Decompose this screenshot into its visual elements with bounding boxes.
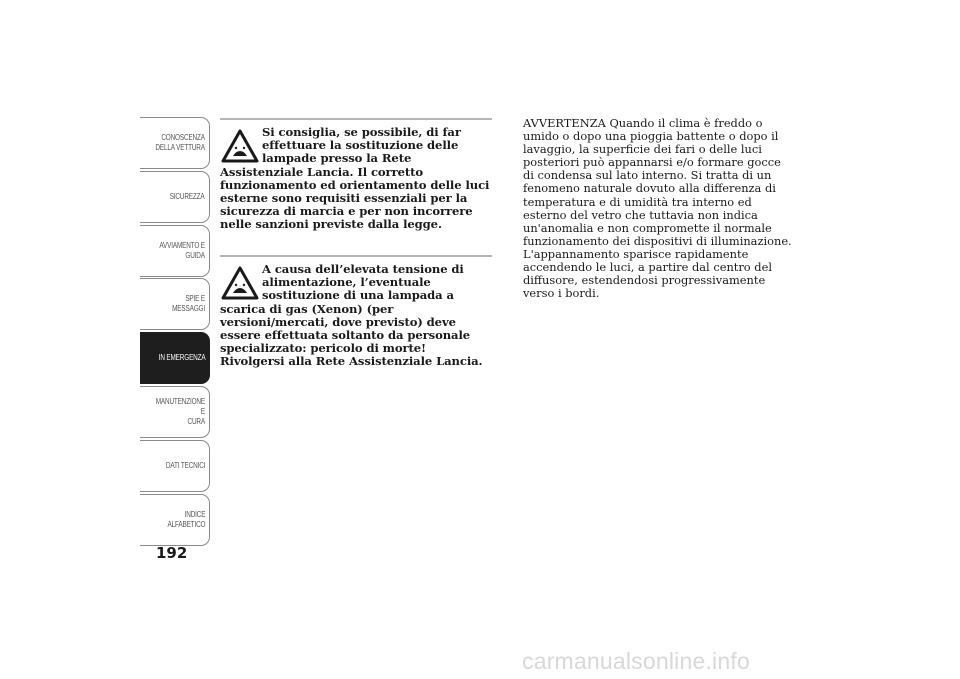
tab-manutenzione-e-cura[interactable] [140,386,210,438]
tab-label: IN EMERGENZA [158,353,205,363]
warning-box [220,255,492,369]
tab-label: AVVIAMENTO E GUIDA [159,240,205,260]
tab-label: SICUREZZA [170,191,205,201]
tab-label: DATI TECNICI [165,460,205,470]
warning-text: Si consiglia, se possibile, di far effettuare la sostituzione delle lampade presso la Rete Assistenziale Lancia. Il corretto funzionamento ed orientamento delle luci esterne sono requisiti essenziali per la sicurezza di marcia e per non incorrere nelle sanzioni previste dalla legge. [220,125,490,232]
divider [220,118,492,120]
warning-box [220,118,492,232]
page-number: 192 [156,544,188,562]
tab-dati-tecnici[interactable] [140,440,210,492]
tab-label: MANUTENZIONE E CURA [155,396,205,426]
divider [220,255,492,257]
warning-triangle-icon [220,127,260,165]
watermark: carmanualsonline.info [522,648,750,674]
note-paragraph: AVVERTENZA Quando il clima è freddo o umido o dopo una pioggia battente o dopo il lavaggio, la superficie dei fari o delle luci posteriori può appannarsi e/o formare gocce di condensa sul lato interno. Si tratta di un fenomeno naturale dovuto alla differenza di temperatura e di umidità tra interno ed esterno del vetro che tuttavia non indica un'anomalia e non compromette il normale funzionamento dei dispositivi di illuminazione. L'appannamento sparisce rapidamente accendendo le luci, a partire dal centro del diffusore, estendendosi progressivamente verso i bordi. [523,116,792,301]
warning-text: A causa dell’elevata tensione di alimentazione, l’eventuale sostituzione di una lampada a scarica di gas (Xenon) (per versioni/mercati, dove previsto) deve essere effettuata soltanto da personale specializzato: pericolo di morte! Rivolgersi alla Rete Assistenziale Lancia. [220,262,483,369]
chapter-sidebar [140,117,210,547]
tab-indice-alfabetico[interactable] [140,494,210,546]
warning-triangle-icon [220,264,260,302]
tab-label: INDICE ALFABETICO [167,509,205,529]
tab-sicurezza[interactable] [140,171,210,223]
tab-conoscenza-della-vettura[interactable] [140,117,210,169]
tab-avviamento-e-guida[interactable] [140,225,210,277]
tab-label: SPIE E MESSAGGI [172,294,205,314]
tab-in-emergenza[interactable] [140,332,210,384]
tab-spie-e-messaggi[interactable] [140,278,210,330]
tab-label: CONOSCENZA DELLA VETTURA [155,133,205,152]
